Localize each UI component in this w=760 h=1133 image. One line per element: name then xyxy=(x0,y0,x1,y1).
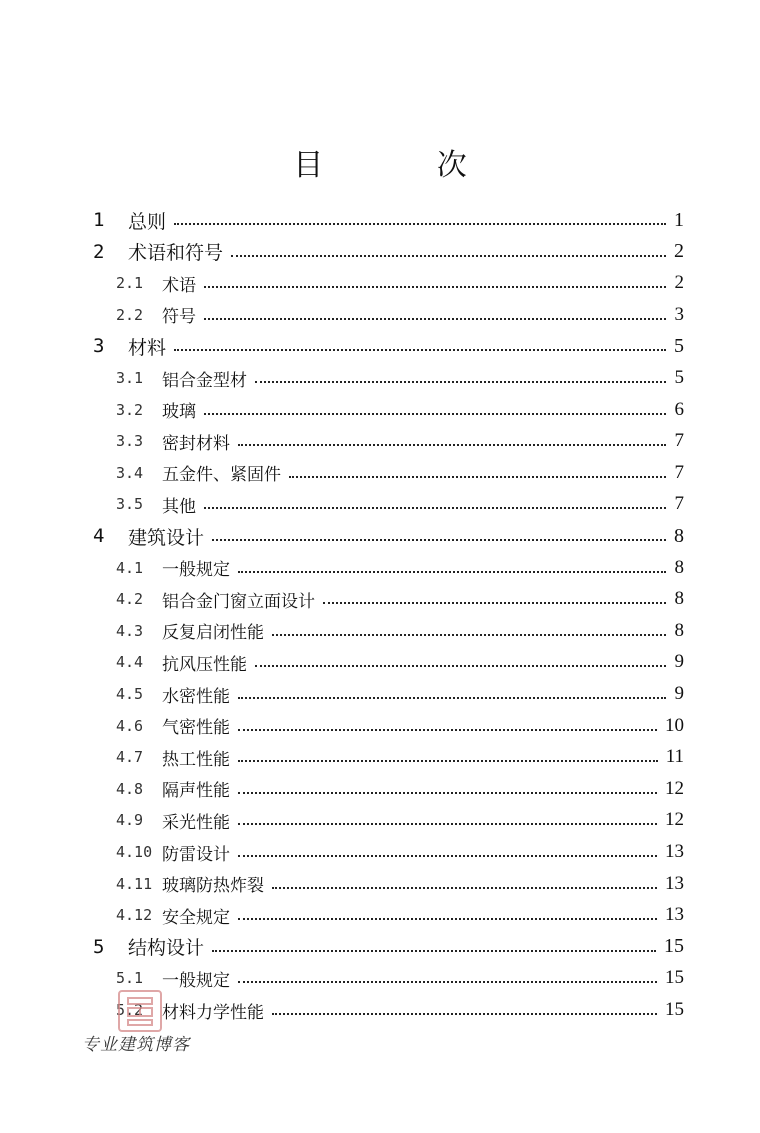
toc-entry-number: 2.2 xyxy=(116,305,144,324)
toc-entry-page: 15 xyxy=(665,967,684,989)
toc-dot-leader xyxy=(204,316,666,320)
toc-entry[interactable] xyxy=(0,742,760,772)
toc-dot-leader xyxy=(238,727,657,731)
toc-entry[interactable] xyxy=(0,395,760,425)
toc-entry-page: 6 xyxy=(674,398,684,420)
toc-dot-leader xyxy=(272,1011,657,1015)
toc-dot-leader xyxy=(204,505,666,509)
toc-dot-leader xyxy=(238,790,657,794)
seal-stamp xyxy=(118,990,162,1032)
toc-entry-number: 4.2 xyxy=(116,590,144,609)
toc-dot-leader xyxy=(289,474,666,478)
toc-entry-title: 玻璃防热炸裂 xyxy=(162,876,264,897)
toc-entry-page: 13 xyxy=(665,872,684,894)
toc-entry[interactable] xyxy=(0,837,760,867)
toc-entry-title: 建筑设计 xyxy=(128,526,205,549)
toc-entry[interactable] xyxy=(0,521,760,551)
toc-entry-title: 采光性能 xyxy=(162,812,230,833)
toc-entry-title: 术语 xyxy=(162,275,196,296)
toc-entry[interactable] xyxy=(0,647,760,677)
toc-entry-page: 11 xyxy=(665,746,684,768)
toc-entry-number: 4.8 xyxy=(116,779,144,798)
toc-entry-title: 五金件、紧固件 xyxy=(162,465,281,486)
toc-entry-number: 3.1 xyxy=(116,369,144,387)
toc-entry-title: 反复启闭性能 xyxy=(162,623,264,644)
toc-dot-leader xyxy=(238,569,666,573)
toc-entry-title: 一般规定 xyxy=(162,970,230,991)
toc-entry-page: 5 xyxy=(674,334,684,357)
toc-entry-number: 3.2 xyxy=(116,400,144,419)
toc-dot-leader xyxy=(238,821,657,825)
toc-dot-leader xyxy=(212,948,656,952)
toc-entry-title: 水密性能 xyxy=(162,686,230,707)
toc-entry[interactable] xyxy=(0,237,760,267)
toc-entry-number: 2.1 xyxy=(116,274,144,293)
toc-dot-leader xyxy=(212,537,666,541)
toc-entry-page: 7 xyxy=(674,461,684,483)
toc-dot-leader xyxy=(272,885,657,889)
toc-dot-leader xyxy=(231,253,666,257)
page-title: 目 次 xyxy=(293,148,519,183)
toc-dot-leader xyxy=(238,758,658,762)
toc-entry[interactable] xyxy=(0,458,760,488)
toc-entry-number: 5 xyxy=(93,935,105,958)
toc-entry-page: 9 xyxy=(674,651,684,673)
toc-entry[interactable] xyxy=(0,963,760,993)
toc-entry-page: 7 xyxy=(674,493,684,515)
toc-entry[interactable] xyxy=(0,489,760,519)
toc-entry-number: 4.4 xyxy=(116,653,144,672)
toc-entry[interactable] xyxy=(0,995,760,1025)
toc-entry-title: 防雷设计 xyxy=(162,844,230,865)
toc-entry-title: 玻璃 xyxy=(162,402,196,423)
toc-entry-title: 铝合金型材 xyxy=(162,370,247,391)
toc-entry[interactable] xyxy=(0,363,760,393)
toc-entry-title: 结构设计 xyxy=(128,937,205,960)
toc-entry-title: 其他 xyxy=(162,496,196,517)
toc-entry-page: 5 xyxy=(674,367,684,388)
watermark-text: 专业建筑博客 xyxy=(82,1035,190,1055)
toc-entry-number: 3 xyxy=(93,335,105,358)
toc-entry-title: 铝合金门窗立面设计 xyxy=(162,591,315,612)
toc-entry-title: 抗风压性能 xyxy=(162,654,247,675)
toc-dot-leader xyxy=(204,284,666,288)
toc-entry-page: 2 xyxy=(674,240,684,263)
toc-entry-page: 7 xyxy=(674,430,684,452)
toc-dot-leader xyxy=(174,221,666,225)
toc-entry-page: 13 xyxy=(665,841,684,862)
toc-entry-number: 4.12 xyxy=(116,906,153,925)
toc-dot-leader xyxy=(204,411,666,415)
toc-entry[interactable] xyxy=(0,426,760,456)
toc-dot-leader xyxy=(238,695,666,699)
toc-entry-page: 3 xyxy=(674,303,684,325)
toc-entry-title: 术语和符号 xyxy=(128,242,224,265)
toc-entry-title: 热工性能 xyxy=(162,749,230,770)
toc-entry-number: 4.10 xyxy=(116,843,153,861)
toc-entry[interactable] xyxy=(0,205,760,235)
toc-entry-page: 2 xyxy=(674,272,684,294)
toc-entry-page: 10 xyxy=(665,714,684,736)
toc-entry-page: 1 xyxy=(674,208,684,231)
toc-entry-number: 4.3 xyxy=(116,621,144,640)
toc-entry[interactable] xyxy=(0,584,760,614)
toc-dot-leader xyxy=(238,442,666,446)
toc-entry-number: 4.6 xyxy=(116,716,144,735)
toc-entry[interactable] xyxy=(0,300,760,330)
toc-entry[interactable] xyxy=(0,331,760,361)
toc-entry-number: 3.4 xyxy=(116,463,144,482)
toc-entry-number: 4.9 xyxy=(116,811,144,830)
toc-entry-number: 4 xyxy=(93,525,105,547)
toc-entry-number: 1 xyxy=(93,209,105,231)
toc-entry-page: 15 xyxy=(664,935,684,958)
toc-entry[interactable] xyxy=(0,711,760,741)
toc-entry[interactable] xyxy=(0,679,760,709)
toc-entry-page: 8 xyxy=(674,556,684,578)
toc-entry-title: 气密性能 xyxy=(162,718,230,739)
toc-entry-number: 4.11 xyxy=(116,874,153,893)
toc-entry-page: 12 xyxy=(665,777,684,799)
toc-entry[interactable] xyxy=(0,932,760,962)
toc-entry-title: 材料力学性能 xyxy=(162,1002,264,1023)
toc-entry[interactable] xyxy=(0,805,760,835)
toc-dot-leader xyxy=(238,853,657,857)
toc-entry-title: 总则 xyxy=(128,210,167,233)
toc-entry-page: 9 xyxy=(674,683,684,704)
toc-entry-title: 隔声性能 xyxy=(162,781,230,802)
toc-dot-leader xyxy=(174,347,666,351)
toc-entry[interactable] xyxy=(0,268,760,298)
toc-entry[interactable] xyxy=(0,553,760,583)
toc-entry-number: 3.3 xyxy=(116,432,144,451)
toc-dot-leader xyxy=(238,979,657,983)
toc-entry-number: 4.1 xyxy=(116,558,144,577)
toc-entry-title: 符号 xyxy=(162,307,196,328)
toc-entry-title: 密封材料 xyxy=(162,433,230,454)
toc-entry[interactable] xyxy=(0,869,760,899)
toc-entry-page: 8 xyxy=(674,588,684,610)
toc-dot-leader xyxy=(255,379,666,383)
toc-entry-number: 4.5 xyxy=(116,685,144,703)
toc-entry-number: 2 xyxy=(93,240,105,263)
toc-dot-leader xyxy=(255,663,666,667)
toc-entry-page: 8 xyxy=(674,619,684,641)
toc-dot-leader xyxy=(238,916,657,920)
toc-entry-title: 材料 xyxy=(128,336,167,359)
toc-entry[interactable] xyxy=(0,774,760,804)
toc-entry-page: 8 xyxy=(674,524,684,547)
toc-entry-title: 安全规定 xyxy=(162,907,230,928)
toc-entry-number: 4.7 xyxy=(116,748,144,767)
toc-entry[interactable] xyxy=(0,900,760,930)
toc-dot-leader xyxy=(272,632,666,636)
toc-entry-page: 15 xyxy=(665,999,684,1020)
toc-entry-number: 5.2 xyxy=(116,1001,144,1019)
toc-entry-number: 5.1 xyxy=(116,969,144,988)
toc-dot-leader xyxy=(323,600,666,604)
toc-entry-page: 12 xyxy=(665,809,684,831)
toc-entry-title: 一般规定 xyxy=(162,560,230,581)
toc-entry-page: 13 xyxy=(665,904,684,926)
toc-entry-number: 3.5 xyxy=(116,495,144,514)
toc-entry[interactable] xyxy=(0,616,760,646)
